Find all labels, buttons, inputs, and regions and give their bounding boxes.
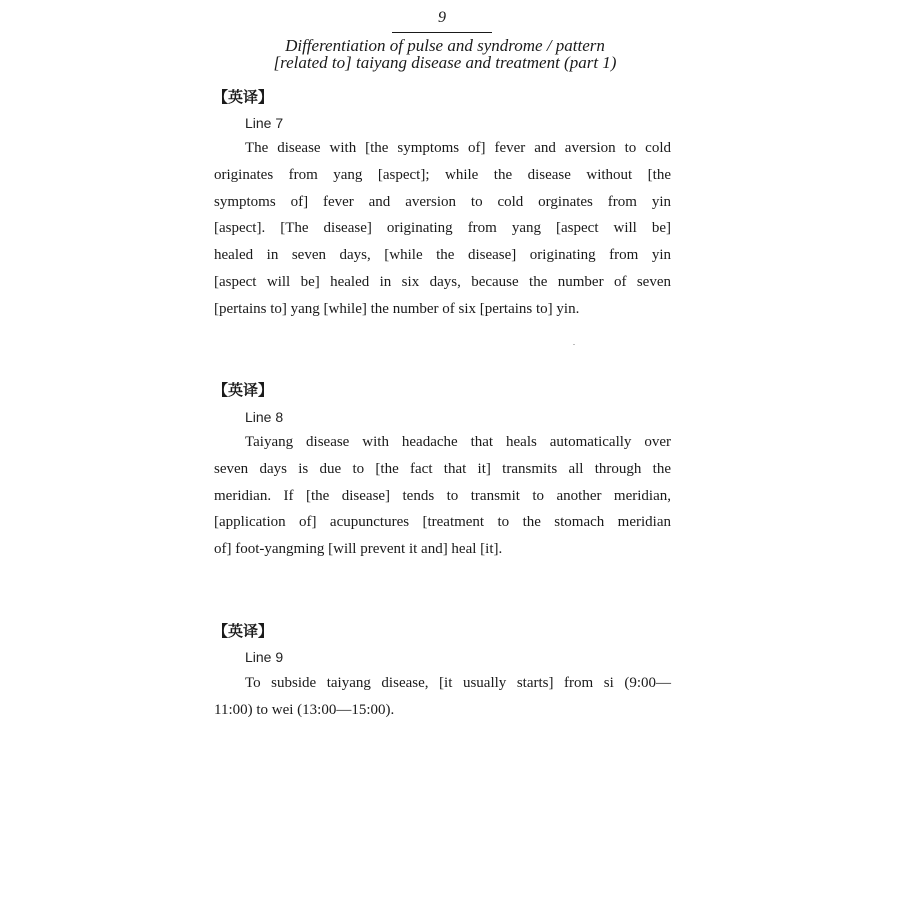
translation-paragraph [214, 429, 671, 563]
page-number-rule [392, 32, 492, 33]
section-label-english-translation: 【英译】 [213, 381, 274, 399]
translation-paragraph [214, 670, 671, 724]
page-number: 9 [438, 9, 446, 26]
line-label: Line 8 [245, 409, 284, 425]
line-label: Line 7 [245, 115, 284, 131]
section-label-english-translation: 【英译】 [213, 88, 274, 106]
text-line: 11:00) to wei (13:00—15:00). [214, 701, 395, 718]
text-line: To subside taiyang disease, [it usually starts] from si (9:00— [245, 675, 671, 691]
section-label-english-translation: 【英译】 [213, 622, 274, 640]
translation-paragraph [214, 135, 671, 323]
line-label: Line 9 [245, 649, 284, 665]
chapter-title [215, 37, 675, 71]
chapter-title-line: [related to] taiyang disease and treatment (part 1) [273, 53, 617, 72]
text-line: healed in seven days, [while the disease] originating from yin [214, 247, 671, 264]
text-line: [aspect]. [The disease] originating from yang [aspect will be] [214, 220, 671, 237]
chapter-title-line: Differentiation of pulse and syndrome / pattern [285, 36, 605, 55]
text-line: of] foot-yangming [will prevent it and] heal [it]. [214, 541, 503, 558]
text-line: meridian. If [the disease] tends to transmit to another meridian, [214, 487, 671, 504]
text-line: The disease with [the symptoms of] fever and aversion to cold [245, 140, 671, 156]
text-line: symptoms of] fever and aversion to cold orginates from yin [214, 193, 671, 210]
text-line: [application of] acupunctures [treatment to the stomach meridian [214, 514, 671, 531]
text-line: [pertains to] yang [while] the number of six [pertains to] yin. [214, 300, 580, 317]
text-line: Taiyang disease with headache that heals automatically over [245, 434, 671, 450]
text-line: originates from yang [aspect]; while the disease without [the [214, 166, 671, 183]
text-line: seven days is due to [the fact that it] transmits all through the [214, 460, 671, 477]
print-speck [573, 344, 575, 345]
text-line: [aspect will be] healed in six days, because the number of seven [214, 273, 671, 290]
